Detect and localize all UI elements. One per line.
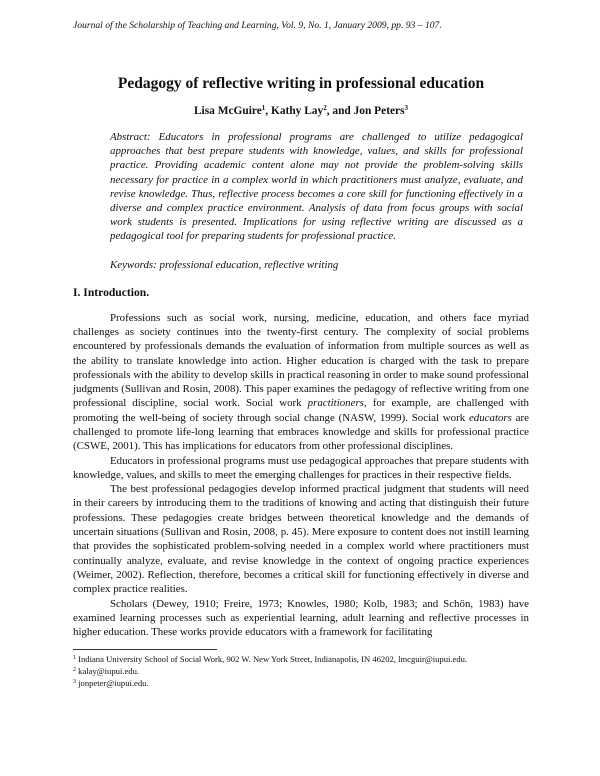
author-footnote-marker: 1 xyxy=(261,104,266,112)
footnote xyxy=(73,677,529,689)
section-heading: I. Introduction. xyxy=(73,285,150,299)
paragraph-text: Professions such as social work, nursing, medicine, education, and others face myriad challenges as society continues into the twenty-first century. The complexity of social problems encountered by professionals demands the evaluation of information from multiple sources as well as the ability to translate knowledge into action. Higher education is charged with the task to prepare professionals with the ability to develop skills in practical reasoning in order to make sound professional judgments (Sullivan and Rosin, 2008). This paper examines the pedagogy of reflective writing from one professional discipline, social work. Social work xyxy=(73,311,529,410)
paragraph: Educators in professional programs must use pedagogical approaches that prepare students with knowledge, values, and skills to meet the emerging challenges for practices in their respective fields. xyxy=(73,454,529,481)
author-footnote-marker: 3 xyxy=(404,104,409,112)
paragraph-text: , for example, are challenged with promoting the well-being of society through social change (NASW, 1999). Social work xyxy=(73,397,529,424)
paragraph xyxy=(73,311,529,454)
footnote xyxy=(73,653,529,665)
footnote-divider xyxy=(73,649,217,650)
footnote-text: kalay@iupui.edu. xyxy=(76,666,140,677)
author-separator: , xyxy=(265,105,271,117)
author-name: Kathy Lay xyxy=(270,105,324,117)
footnote-marker: 1 xyxy=(73,655,76,662)
footnote-marker: 2 xyxy=(73,667,76,674)
paragraph: The best professional pedagogies develop informed practical judgment that students will need in their careers by introducing them to the traditions of knowing and acting that distinguish their future professions. These pedagogies create bridges between theoretical knowledge and the demands of uncertain situations (Sullivan and Rosin, 2008, p. 45). Mere exposure to content does not instill learning that provides the sophisticated problem-solving needed in a complex world where practitioners must continually analyze, evaluate, and revise knowledge in the context of ongoing practice experiences (Weimer, 2002). Reflection, therefore, becomes a critical skill for functioning effectively in diverse and complex practice realities. xyxy=(73,483,529,596)
author-footnote-marker: 2 xyxy=(323,104,327,112)
footnote-marker: 3 xyxy=(73,679,76,686)
footnotes xyxy=(73,653,529,689)
author-name: Jon Peters xyxy=(353,105,405,117)
emphasis-text: educators xyxy=(468,411,512,424)
author-name: Lisa McGuire xyxy=(193,105,262,117)
keywords: Keywords: professional education, reflective writing xyxy=(110,258,339,271)
paper-page xyxy=(73,20,529,689)
paragraph-text: are challenged to promote life-long learning that embraces knowledge and skills for professional practice (CSWE, 2001). This has implications for educators from other professional disciplines. xyxy=(73,411,529,453)
emphasis-text: practitioners xyxy=(307,397,364,410)
author-separator: , and xyxy=(326,105,354,117)
journal-header: Journal of the Scholarship of Teaching and Learning, Vol. 9, No. 1, January 2009, pp. 93 – 107. xyxy=(73,20,442,31)
body-text xyxy=(73,311,529,640)
paragraph: Scholars (Dewey, 1910; Freire, 1973; Knowles, 1980; Kolb, 1983; and Schön, 1983) have examined learning processes such as experiential learning, adult learning and reflective processes in higher education. These works provide educators with a framework for facilitating xyxy=(73,597,529,639)
footnote xyxy=(73,665,529,677)
footnote-text: jonpeter@iupui.edu. xyxy=(76,678,149,689)
author-line xyxy=(73,101,529,118)
abstract: Abstract: Educators in professional programs are challenged to utilize pedagogical approaches that best prepare students with knowledge, values, and skills for professional practice. Providing academic content alone may not provide the problem-solving skills necessary for practice in a complex world in which practitioners must analyze, evaluate, and revise knowledge. Thus, reflective process becomes a core skill for functioning effectively in a diverse and complex practice environment. Analysis of data from focus groups with social work students is presented. Implications for using reflective writing are discussed as a pedagogical tool for preparing students for professional practice. xyxy=(110,131,523,243)
footnote-text: Indiana University School of Social Work, 902 W. New York Street, Indianapolis, IN 46202, lmcguir@iupui.edu. xyxy=(76,654,468,665)
paper-title: Pedagogy of reflective writing in professional education xyxy=(117,75,485,92)
